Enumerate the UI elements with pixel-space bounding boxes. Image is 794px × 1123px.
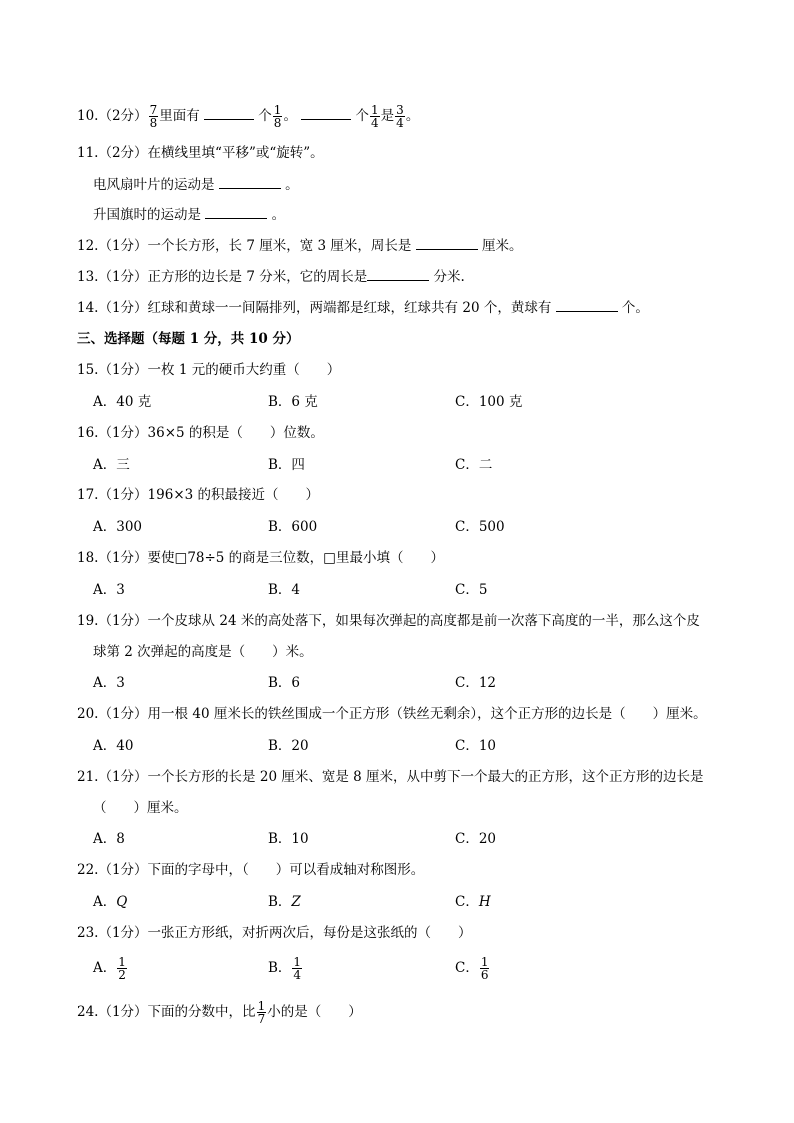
option-c[interactable]: C．100 克 xyxy=(455,394,523,410)
fraction: $\frac{1}{7}$ xyxy=(257,999,266,1026)
option-b[interactable]: B．4 xyxy=(268,582,301,598)
option-b[interactable]: B．600 xyxy=(268,519,318,535)
question-20: 20.（1分）用一根 40 厘米长的铁丝围成一个正方形（铁丝无剩余），这个正方形的边长是（ ）厘米。 xyxy=(77,706,707,722)
option-a[interactable]: A．Q xyxy=(93,894,128,910)
question-19: 19.（1分）一个皮球从 24 米的高处落下，如果每次弹起的高度都是前一次落下高度的一半，那么这个皮 xyxy=(77,613,700,629)
section-heading: 三、选择题（每题 1 分，共 10 分） xyxy=(77,331,300,347)
fraction: $\frac{1}{4}$ xyxy=(371,103,379,130)
option-c[interactable]: C．500 xyxy=(455,519,505,535)
option-c[interactable]: C． $\frac{1}{6}$ xyxy=(455,955,489,982)
fraction: $\frac{7}{8}$ xyxy=(149,103,158,130)
option-a[interactable]: A．三 xyxy=(93,457,130,473)
question-12: 12.（1分）一个长方形，长 7 厘米，宽 3 厘米，周长是 厘米。 xyxy=(77,238,523,254)
fraction: $\frac{1}{8}$ xyxy=(273,103,282,130)
option-a[interactable]: A．3 xyxy=(93,675,125,691)
question-11: 11.（2分）在横线里填“平移”或“旋转”。 xyxy=(77,145,324,161)
question-21-continued: （ ）厘米。 xyxy=(93,800,188,816)
option-b[interactable]: B．20 xyxy=(268,738,309,754)
question-17: 17.（1分）196×3 的积最接近（ ） xyxy=(77,487,320,503)
option-b[interactable]: B．6 xyxy=(268,675,301,691)
answer-blank[interactable] xyxy=(367,268,429,281)
option-a[interactable]: A．40 克 xyxy=(93,394,152,410)
option-b[interactable]: B．Z xyxy=(268,894,301,910)
option-a[interactable]: A．3 xyxy=(93,582,125,598)
option-a[interactable]: A．300 xyxy=(93,519,143,535)
fraction: $\frac{1}{2}$ xyxy=(118,955,126,982)
answer-blank[interactable] xyxy=(556,299,618,312)
option-b[interactable]: B． $\frac{1}{4}$ xyxy=(268,955,302,982)
question-14: 14.（1分）红球和黄球一一间隔排列，两端都是红球，红球共有 20 个，黄球有 个。 xyxy=(77,300,649,316)
question-16: 16.（1分）36×5 的积是（ ）位数。 xyxy=(77,425,324,441)
question-18: 18.（1分）要使□78÷5 的商是三位数，□里最小填（ ） xyxy=(77,550,444,566)
question-24: 24.（1分）下面的分数中，比 $\frac{1}{7}$ 小的是（ ） xyxy=(77,999,362,1026)
answer-blank[interactable] xyxy=(204,107,254,120)
option-b[interactable]: B．10 xyxy=(268,831,309,847)
option-a[interactable]: A．8 xyxy=(93,831,125,847)
answer-blank[interactable] xyxy=(205,206,267,219)
answer-blank[interactable] xyxy=(219,176,281,189)
question-22: 22.（1分）下面的字母中，（ ）可以看成轴对称图形。 xyxy=(77,862,425,878)
question-19-continued: 球第 2 次弹起的高度是（ ）米。 xyxy=(93,644,313,660)
option-c[interactable]: C．12 xyxy=(455,675,497,691)
option-b[interactable]: B．四 xyxy=(268,457,305,473)
option-c[interactable]: C．H xyxy=(455,894,491,910)
option-b[interactable]: B．6 克 xyxy=(268,394,318,410)
option-a[interactable]: A．40 xyxy=(93,738,134,754)
option-c[interactable]: C．20 xyxy=(455,831,497,847)
option-a[interactable]: A． $\frac{1}{2}$ xyxy=(93,955,126,982)
question-10: 10.（2分） $\frac{7}{8}$ 里面有 个 $\frac{1}{8}$ 。 个 $\frac{1}{4}$ 是 $\frac{3}{4}$ 。 xyxy=(77,103,420,130)
question-11-line-2: 升国旗时的运动是 。 xyxy=(93,207,286,223)
option-c[interactable]: C．二 xyxy=(455,457,493,473)
question-11-line-1: 电风扇叶片的运动是 。 xyxy=(93,177,299,193)
option-c[interactable]: C．5 xyxy=(455,582,488,598)
question-13: 13.（1分）正方形的边长是 7 分米，它的周长是 分米. xyxy=(77,269,465,285)
answer-blank[interactable] xyxy=(416,237,478,250)
answer-blank[interactable] xyxy=(301,107,351,120)
question-23: 23.（1分）一张正方形纸，对折两次后，每份是这张纸的（ ） xyxy=(77,925,472,941)
option-c[interactable]: C．10 xyxy=(455,738,497,754)
fraction: $\frac{3}{4}$ xyxy=(396,103,404,130)
question-21: 21.（1分）一个长方形的长是 20 厘米、宽是 8 厘米，从中剪下一个最大的正方形，这个正方形的边长是 xyxy=(77,769,704,785)
fraction: $\frac{1}{6}$ xyxy=(480,955,489,982)
fraction: $\frac{1}{4}$ xyxy=(293,955,302,982)
question-15: 15.（1分）一枚 1 元的硬币大约重（ ） xyxy=(77,362,341,378)
